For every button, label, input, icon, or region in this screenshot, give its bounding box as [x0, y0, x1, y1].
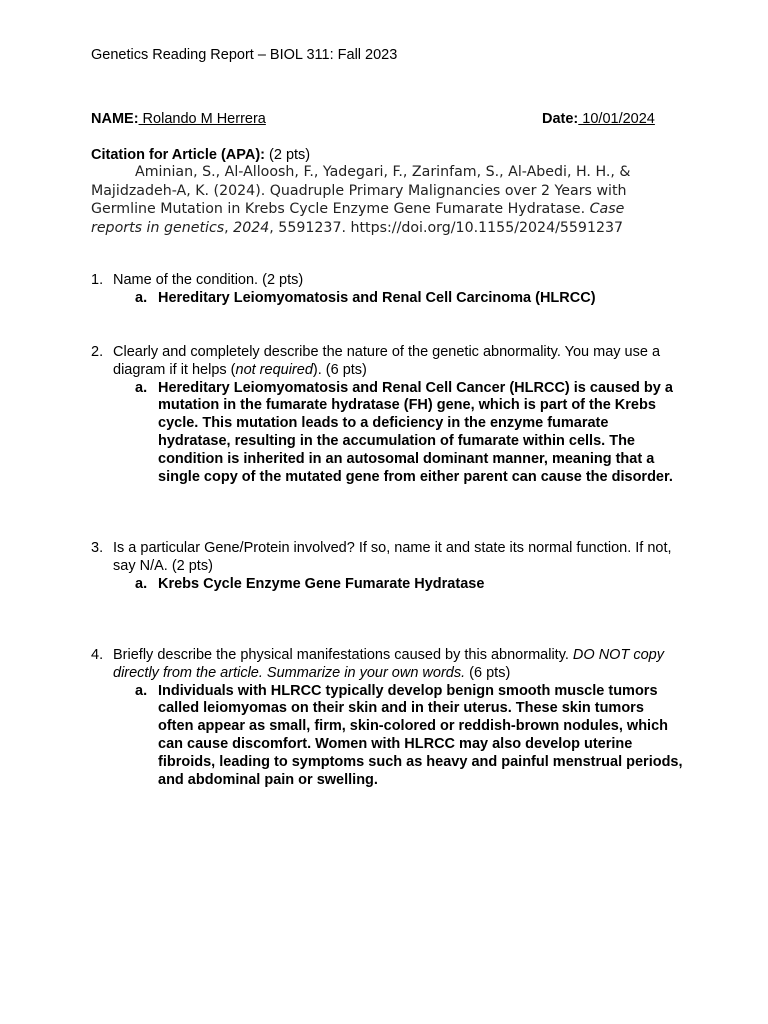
question-number: 2. [91, 344, 104, 360]
name-value: Rolando M Herrera [138, 111, 266, 127]
date-label: Date: [542, 111, 579, 127]
question-text-italic: not required [235, 361, 313, 378]
citation-text [91, 163, 676, 237]
answer-text: Krebs Cycle Enzyme Gene Fumarate Hydratase [158, 575, 485, 592]
answer-letter: a. [135, 682, 148, 699]
question-number: 1. [91, 272, 104, 288]
answer-item [135, 379, 683, 487]
answer-text: Hereditary Leiomyomatosis and Renal Cell Cancer (HLRCC) is caused by a mutation in the fumarate hydratase (FH) gene, which is part of the Krebs cycle. This mutation leads to a deficiency in the enzyme fumarate hydratase, resulting in the accumulation of fumarate within cells. The condition is inherited in an autosomal dominant manner, meaning that a single copy of the mutated gene from either parent can cause the disorder. [158, 379, 673, 485]
question-number: 3. [91, 540, 104, 556]
question-text-part: (6 pts) [465, 664, 511, 681]
date-value: 10/01/2024 [578, 111, 655, 127]
question-text-part: Clearly and completely describe the nature of the genetic abnormality. You may use a diagram if it helps ( [113, 344, 661, 378]
citation-label: Citation for Article (APA): [91, 147, 265, 163]
question-3 [91, 540, 683, 593]
question-1 [91, 272, 683, 308]
citation-points: (2 pts) [265, 147, 311, 163]
question-2 [91, 344, 683, 486]
question-text-part: Briefly describe the physical manifestations caused by this abnormality. [113, 647, 573, 663]
date-field [542, 111, 655, 127]
answer-text: Individuals with HLRCC typically develop benign smooth muscle tumors called leiomyomas on their skin and in their uterus. These skin tumors often appear as small, firm, skin-colored or reddish-brown nodules, which can cause discomfort. Women with HLRCC may also develop uterine fibroids, leading to symptoms such as heavy and painful menstrual periods, and abdominal pain or swelling. [158, 682, 683, 788]
question-number: 4. [91, 647, 104, 663]
answer-item [135, 575, 683, 594]
citation-authors-title: Aminian, S., Al-Alloosh, F., Yadegari, F., Zarinfam, S., Al-Abedi, H. H., & Majidzadeh-A, K. (2024). Quadruple Primary Malignancies over 2 Years with Germline Mutation in Krebs Cycle Enzyme Gene Fumarate Hydratase. [91, 164, 631, 217]
question-text: Name of the condition. (2 pts) [113, 272, 304, 288]
citation-doi: , 5591237. https://doi.org/10.1155/2024/5591237 [269, 219, 624, 236]
question-4 [91, 647, 683, 789]
answer-letter: a. [135, 379, 148, 396]
answer-letter: a. [135, 289, 148, 306]
name-date-row [91, 111, 661, 127]
citation-heading [91, 147, 310, 163]
answer-text: Hereditary Leiomyomatosis and Renal Cell Carcinoma (HLRCC) [158, 289, 596, 306]
citation-volume: 2024 [233, 219, 270, 236]
name-label: NAME: [91, 111, 139, 127]
answer-item [135, 682, 683, 790]
answer-letter: a. [135, 575, 148, 592]
question-text-italic: DO NOT copy directly from the article. Summarize in your own words. [113, 647, 664, 681]
citation-separator: , [224, 219, 234, 236]
citation-journal: Case reports in genetics [91, 201, 625, 236]
answer-item [135, 289, 683, 308]
report-header: Genetics Reading Report – BIOL 311: Fall 2023 [91, 47, 398, 63]
question-text [113, 344, 683, 380]
question-text: Is a particular Gene/Protein involved? If so, name it and state its normal function. If not, say N/A. (2 pts) [113, 540, 672, 574]
question-text [113, 647, 683, 683]
question-text-part: ). (6 pts) [312, 361, 367, 378]
